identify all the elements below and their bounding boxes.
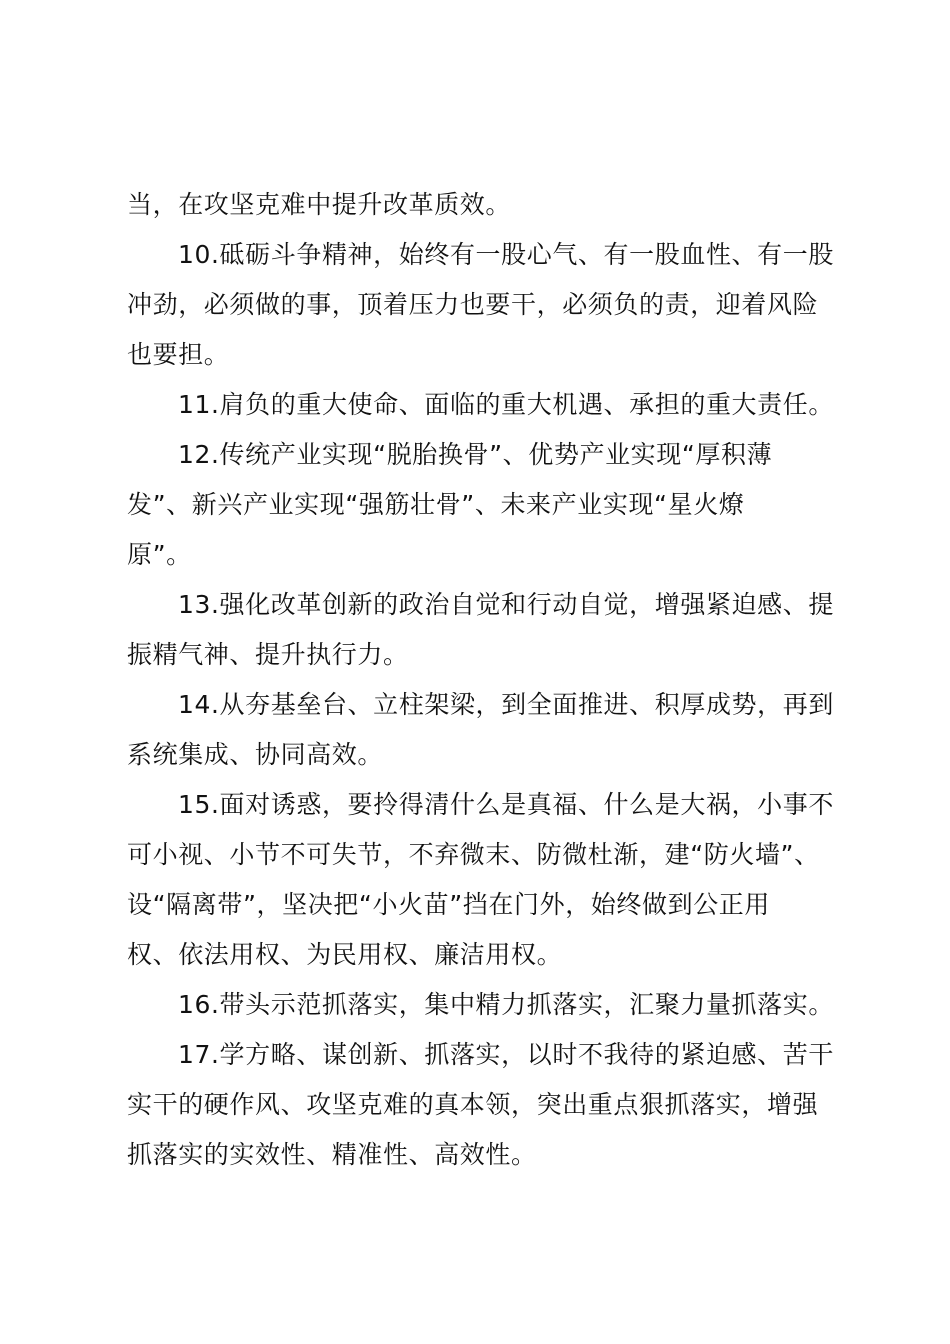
item-10-line-2: 冲劲，必须做的事，顶着压力也要干，必须负的责，迎着风险 <box>127 290 819 319</box>
item-11-line-1: 11.肩负的重大使命、面临的重大机遇、承担的重大责任。 <box>178 390 834 419</box>
item-17-line-3: 抓落实的实效性、精准性、高效性。 <box>127 1140 537 1169</box>
item-12-line-2: 发”、新兴产业实现“强筋壮骨”、未来产业实现“星火燎 <box>127 490 745 519</box>
item-15-line-1: 15.面对诱惑，要拎得清什么是真福、什么是大祸，小事不 <box>178 790 834 819</box>
item-15-line-4: 权、依法用权、为民用权、廉洁用权。 <box>127 940 563 969</box>
item-17-line-2: 实干的硬作风、攻坚克难的真本领，突出重点狠抓落实，增强 <box>127 1090 819 1119</box>
item-14-line-1: 14.从夯基垒台、立柱架梁，到全面推进、积厚成势，再到 <box>178 690 834 719</box>
item-17-line-1: 17.学方略、谋创新、抓落实，以时不我待的紧迫感、苦干 <box>178 1040 834 1069</box>
item-12-line-1: 12.传统产业实现“脱胎换骨”、优势产业实现“厚积薄 <box>178 440 773 469</box>
item-10-line-1: 10.砥砺斗争精神，始终有一股心气、有一股血性、有一股 <box>178 240 834 269</box>
item-15-line-2: 可小视、小节不可失节，不弃微末、防微杜渐，建“防火墙”、 <box>127 840 820 869</box>
item-16-line-1: 16.带头示范抓落实，集中精力抓落实，汇聚力量抓落实。 <box>178 990 834 1019</box>
item-15-line-3: 设“隔离带”，坚决把“小火苗”挡在门外，始终做到公正用 <box>127 890 771 919</box>
item-10-line-3: 也要担。 <box>127 340 230 369</box>
text-line: 当，在攻坚克难中提升改革质效。 <box>127 190 512 219</box>
item-13-line-2: 振精气神、提升执行力。 <box>127 640 409 669</box>
item-14-line-2: 系统集成、协同高效。 <box>127 740 384 769</box>
item-13-line-1: 13.强化改革创新的政治自觉和行动自觉，增强紧迫感、提 <box>178 590 834 619</box>
item-12-line-3: 原”。 <box>127 540 192 569</box>
